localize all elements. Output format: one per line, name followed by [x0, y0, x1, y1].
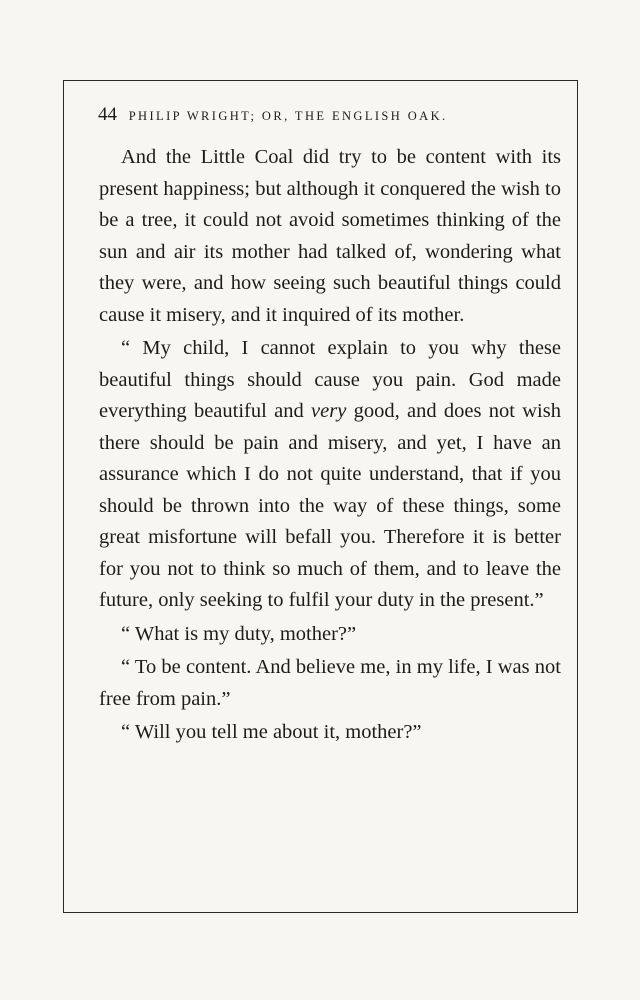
paragraph-5: “ Will you tell me about it, mother?”	[121, 721, 422, 743]
running-head	[98, 104, 548, 126]
page-number: 44	[98, 104, 117, 125]
paragraph-2	[99, 333, 561, 617]
paragraph-2-part-2: good, and does not wish there should be pain and misery, and yet, I have an assurance which I do not quite understand, that if you should be thrown into the way of these things, some great misfortune will befall you. Therefore it is better for you not to think so much of them, and to leave the future, only seeking to fulfil your duty in the present.”	[99, 400, 561, 611]
paragraph-3: “ What is my duty, mother?”	[121, 622, 357, 645]
paragraph-4: “ To be content. And believe me, in my life, I was not free from pain.”	[99, 656, 561, 710]
emphasis-very: very	[311, 400, 347, 422]
running-title: PHILIP WRIGHT; OR, THE ENGLISH OAK.	[128, 109, 448, 123]
body-text	[99, 142, 561, 749]
paragraph-2-part-1: “ My child, I cannot explain to you why these beautiful things should cause you pain. God made everything beautiful and	[99, 337, 561, 422]
paragraph-1: And the Little Coal did try to be content with its present happiness; but although it conquered the wish to be a tree, it could not avoid sometimes thinking of the sun and air its mother had talked of, wondering what they were, and how seeing such beautiful things could cause it misery, and it inquired of its mother.	[99, 146, 561, 326]
